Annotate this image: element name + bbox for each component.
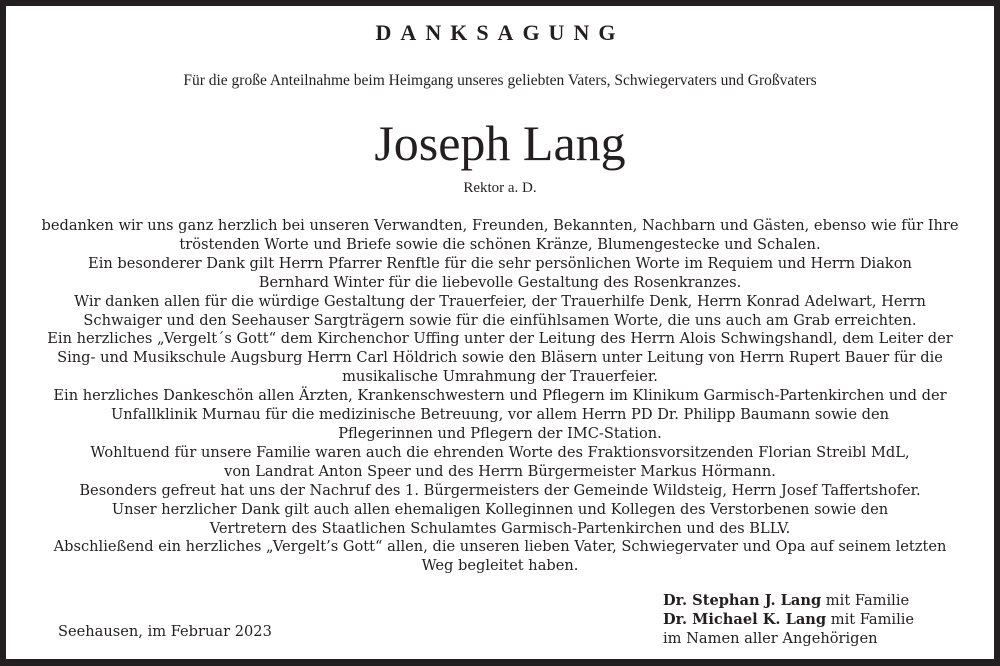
body-line: Ein herzliches „Vergelt´s Gott“ dem Kirchenchor Uffing unter der Leitung des Herrn Alois Schwingshandl, dem Leiter der (47, 330, 953, 348)
body-line: Unser herzlicher Dank gilt auch allen ehemaligen Kolleginnen und Kollegen des Verstorbenen sowie den (111, 500, 889, 518)
body-line: Ein besonderer Dank gilt Herrn Pfarrer Renftle für die sehr persönlichen Worte im Requiem und Herrn Diakon (88, 254, 912, 272)
body-line: Wohltuend für unsere Familie waren auch die ehrenden Worte des Fraktionsvorsitzenden Florian Streibl MdL, (90, 443, 910, 461)
body-line: Unfallklinik Murnau für die medizinische Betreuung, vor allem Herrn PD Dr. Philipp Baumann sowie den (110, 406, 889, 424)
body-line: Besonders gefreut hat uns der Nachruf des 1. Bürgermeisters der Gemeinde Wildsteig, Herrn Josef Taffertshofer. (79, 481, 921, 499)
signature-name: Dr. Stephan J. Lang (663, 592, 822, 609)
body-line: Vertretern des Staatlichen Schulamtes Garmisch-Partenkirchen und des BLLV. (209, 519, 791, 537)
body-line: musikalische Umrahmung der Trauerfeier. (342, 368, 658, 386)
body-line: bedanken wir uns ganz herzlich bei unseren Verwandten, Freunden, Bekannten, Nachbarn und Gästen, ebenso wie für Ihre (41, 217, 959, 234)
deceased-title: Rektor a. D. (463, 180, 537, 196)
body-line: Weg begleitet haben. (421, 557, 579, 575)
deceased-name: Joseph Lang (374, 115, 626, 171)
body-line: Ein herzliches Dankeschön allen Ärzten, Krankenschwestern und Pflegern im Klinikum Garmisch-Partenkirchen und der (53, 387, 947, 405)
body-line: Bernhard Winter für die liebevolle Gestaltung des Rosenkranzes. (258, 273, 742, 291)
obituary-card (6, 6, 994, 659)
body-line: Schwaiger und den Seehauser Sargträgern sowie für die einfühlsamen Worte, die uns auch am Grab erreichten. (83, 311, 917, 329)
signature-name: Dr. Michael K. Lang (663, 611, 827, 628)
signature-line (663, 629, 914, 648)
signature-suffix: mit Familie (821, 592, 910, 609)
body-line: tröstenden Worte und Briefe sowie die schönen Kränze, Blumengestecke und Schalen. (179, 235, 821, 253)
signature-line (663, 610, 914, 629)
signature-suffix: im Namen aller Angehörigen (663, 630, 878, 647)
signature-suffix: mit Familie (826, 611, 915, 628)
body-text (36, 217, 964, 576)
signature-line (663, 591, 914, 610)
body-line: Abschließend ein herzliches „Vergelt’s Gott“ allen, die unseren lieben Vater, Schwiegervater und Opa auf seinem letzten (53, 538, 947, 556)
body-line: Wir danken allen für die würdige Gestaltung der Trauerfeier, der Trauerhilfe Denk, Herrn Konrad Adelwart, Herrn (74, 292, 926, 310)
intro-text: Für die große Anteilnahme beim Heimgang unseres geliebten Vaters, Schwiegervaters und Großvaters (183, 72, 817, 89)
body-line: Sing- und Musikschule Augsburg Herrn Carl Höldrich sowie den Bläsern unter Leitung von Herrn Rupert Bauer für die (57, 349, 943, 367)
heading: DANKSAGUNG (375, 20, 625, 45)
body-line: Pflegerinnen und Pflegern der IMC-Station. (338, 424, 662, 442)
signatures (663, 591, 914, 648)
body-line: von Landrat Anton Speer und des Herrn Bürgermeister Markus Hörmann. (224, 462, 776, 480)
place-date: Seehausen, im Februar 2023 (58, 623, 272, 640)
